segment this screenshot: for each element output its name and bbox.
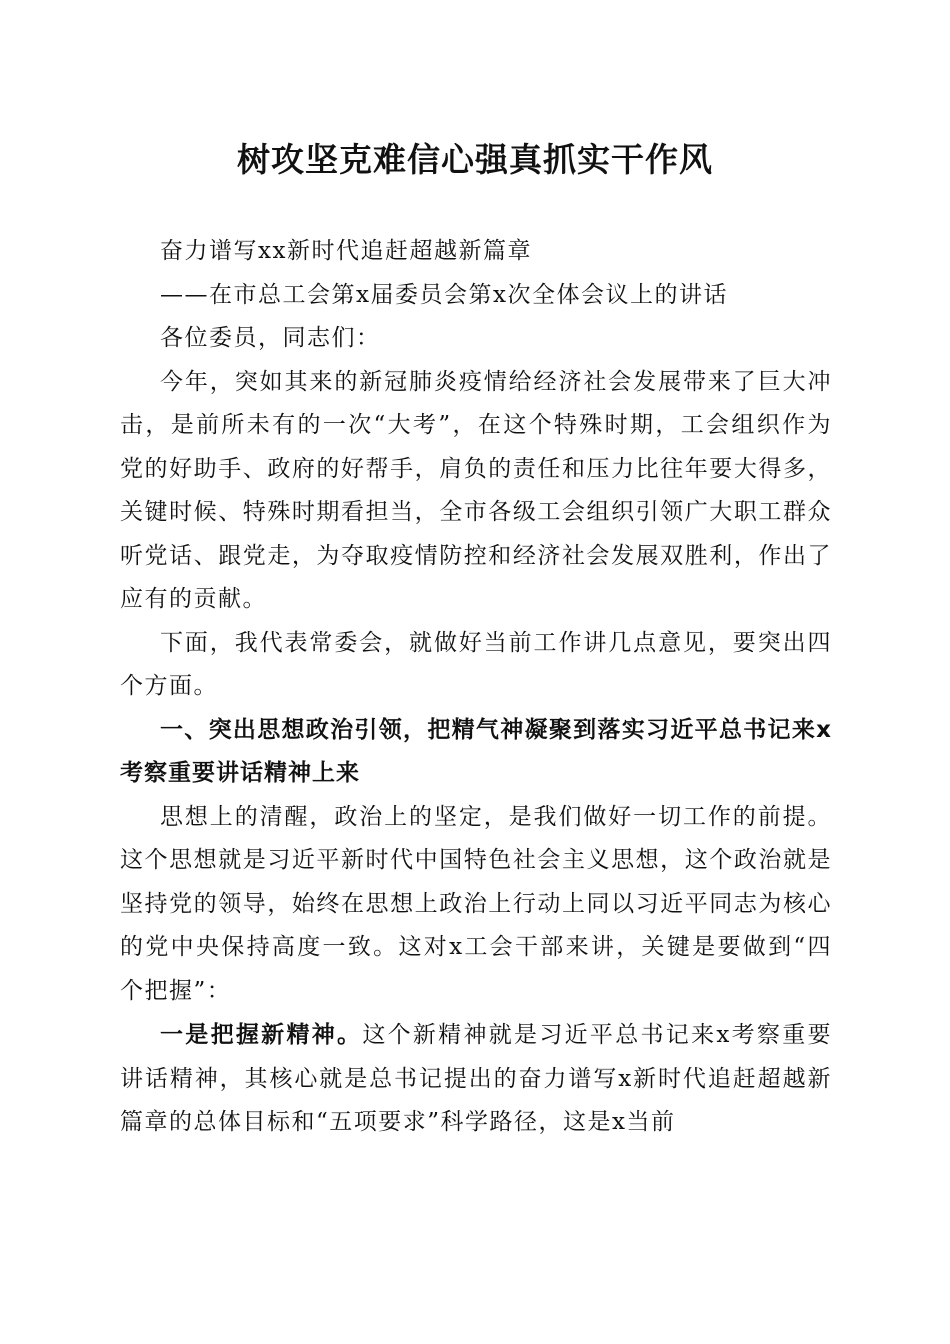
document-body bbox=[120, 230, 832, 1145]
section-heading-1: 一、突出思想政治引领，把精气神凝聚到落实习近平总书记来x考察重要讲话精神上来 bbox=[120, 716, 832, 786]
subtitle-line: 奋力谱写xx新时代追赶超越新篇章 bbox=[160, 238, 532, 264]
salutation-line: 各位委员，同志们： bbox=[160, 325, 381, 351]
paragraph-outline: 下面，我代表常委会，就做好当前工作讲几点意见，要突出四个方面。 bbox=[120, 629, 832, 699]
paragraph-intro: 今年，突如其来的新冠肺炎疫情给经济社会发展带来了巨大冲击，是前所未有的一次“大考”，在这个特殊时期，工会组织作为党的好助手、政府的好帮手，肩负的责任和压力比往年要大得多，关键时候、特殊时期看担当，全市各级工会组织引领广大职工群众听党话、跟党走，为夺取疫情防控和经济社会发展双胜利，作出了应有的贡献。 bbox=[120, 368, 832, 612]
occasion-line: ——在市总工会第x届委员会第x次全体会议上的讲话 bbox=[160, 281, 728, 308]
paragraph-new-spirit bbox=[120, 1013, 832, 1145]
paragraph-thought: 思想上的清醒，政治上的坚定，是我们做好一切工作的前提。这个思想就是习近平新时代中国特色社会主义思想，这个政治就是坚持党的领导，始终在思想上政治上行动上同以习近平同志为核心的党中央保持高度一致。这对x工会干部来讲，关键是要做到“四个把握”： bbox=[120, 803, 832, 1004]
document-title: 树攻坚克难信心强真抓实干作风 bbox=[237, 140, 713, 179]
paragraph-lead-rest: 这个新精神就是习近平总书记来x考察重要讲话精神，其核心就是总书记提出的奋力谱写x新时代追赶超越新篇章的总体目标和“五项要求”科学路径，这是x当前 bbox=[120, 1022, 832, 1135]
paragraph-lead: 一是把握新精神。 bbox=[160, 1021, 363, 1048]
